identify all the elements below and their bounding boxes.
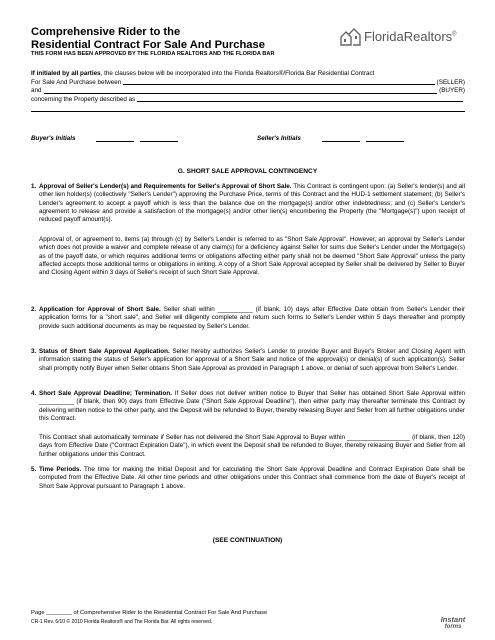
houses-icon bbox=[340, 27, 362, 47]
florida-realtors-logo bbox=[340, 26, 466, 48]
clause-number: 1. bbox=[31, 183, 37, 190]
buyer-line: and (BUYER) bbox=[31, 87, 465, 94]
buyer-initials-field-2[interactable] bbox=[140, 141, 178, 142]
clause-1: 1. Approval of Seller's Lender(s) and Requirements for Seller's Approval of Short Sale. This Contract is contingent upon: (a) Seller's lender(s) and all other lien holder(s) (collectively "Seller's Lender") approving the Purchase Price, terms of this Contract and the HUD-1 settlement statement; (b) Seller's Lender's agreement to accept a payoff which is less than the balance due on the mortgage(s) and/or other indebtedness; and (c) Seller's Lender's agreement to release and provide a satisfaction of the mortgage(s) and/or other lien(s) encumbering the Property (the "Mortgage(s)") upon receipt of reduced payoff amount(s). bbox=[31, 183, 465, 224]
intro-text: If initialed by all parties, the clauses below will be incorporated into the Florida Realtors®/Florida Bar Residential Contract bbox=[31, 70, 375, 77]
seller-initials-label: Seller's Initials bbox=[257, 135, 301, 142]
clause-4-para-2: This Contract shall automatically terminate if Seller has not delivered the Short Sale Approval to Buyer within __________________ (if blank, then 120) days from Effective Date ("Contract Expiration Date"), in which event the Deposit shall be refunded to Buyer, thereby releasing Buyer and Seller from all further obligations under this Contract. bbox=[39, 434, 465, 458]
page-footer: Page ________ of Comprehensive Rider to the Residential Contract For Sale And Purchase bbox=[31, 610, 268, 616]
form-title-line-2: Residential Contract For Sale And Purchase bbox=[31, 38, 265, 51]
copyright-footer: CR-1 Rev. 6/10 © 2010 Florida Realtors® and The Florida Bar. All rights reserved. bbox=[31, 619, 213, 625]
clause-number: 2. bbox=[31, 306, 37, 313]
clause-number: 3. bbox=[31, 348, 37, 355]
seller-initials-field-1[interactable] bbox=[322, 141, 360, 142]
clause-number: 5. bbox=[31, 466, 37, 473]
seller-line: For Sale And Purchase between (SELLER) bbox=[31, 78, 465, 86]
clause-1-para-2: Approval of, or agreement to, items (a) through (c) by Seller's Lender is referred to as "Short Sale Approval". However, an approval by Seller's Lender which does not provide a waiver and complete release of any claim(s) for a deficiency against Seller for sums due Seller's Lender under the Mortgage(s) as of the payoff date, or which requires additional terms or obligations affecting either party shall not be deemed "Short Sale Approval" unless the party affected accepts those additional terms or obligations in writing. A copy of a Short Sale Approval accepted by Seller shall be delivered by Seller to Buyer and Closing Agent within 3 days of Seller's receipt of such Short Sale Approval. bbox=[39, 236, 465, 277]
instant-forms-logo: Instant forms bbox=[440, 615, 466, 630]
seller-initials-field-2[interactable] bbox=[366, 141, 404, 142]
property-blank-line bbox=[31, 111, 465, 112]
see-continuation: (SEE CONTINUATION) bbox=[212, 537, 283, 544]
logo-text: FloridaRealtors® bbox=[364, 29, 457, 44]
buyer-initials-field-1[interactable] bbox=[96, 141, 134, 142]
section-heading: G. SHORT SALE APPROVAL CONTINGENCY bbox=[177, 168, 318, 175]
clause-3: 3. Status of Short Sale Approval Application. Seller hereby authorizes Seller's Lender to provide Buyer and Buyer's Broker and Closing Agent with information stating the status of Seller's application for approval of a Short Sale and notice of the approval(s) or denial(s) of such application(s). Seller shall promptly notify Buyer when Seller obtains Short Sale Approval as provided in Paragraph 1 above, or denial of such approval from Seller's Lender. bbox=[31, 348, 465, 372]
approval-notice: THIS FORM HAS BEEN APPROVED BY THE FLORIDA REALTORS AND THE FLORIDA BAR bbox=[31, 51, 275, 57]
clause-2: 2. Application for Approval of Short Sale. Seller shall within __________ (if blank, 10) days after Effective Date obtain from Seller's Lender their application forms for a "short sale", and Seller will diligently complete and return such forms to Seller's Lender within 5 days thereafter and promptly provide such additional documents as may be requested by Seller's Lender. bbox=[31, 306, 465, 330]
property-line: concerning the Property described as bbox=[31, 96, 465, 104]
clause-number: 4. bbox=[31, 390, 37, 397]
buyer-initials-label: Buyer's Initials bbox=[31, 135, 76, 142]
form-title-line-1: Comprehensive Rider to the bbox=[31, 26, 181, 38]
clause-5: 5. Time Periods. The time for making the Initial Deposit and for calculating the Short Sale Approval Deadline and Contract Expiration Date shall be computed from the Effective Date. All other time periods and other obligations under this Contract shall commence from the date of Buyer's receipt of Short Sale Approval pursuant to Paragraph 1 above. bbox=[31, 466, 465, 490]
clause-4: 4. Short Sale Approval Deadline; Termination. If Seller does not deliver written notice to Buyer that Seller has obtained Short Sale Approval within __________ (if blank, then 90) days from Effective Date ("Short Sale Approval Deadline"), then either party may thereafter terminate this Contract by delivering written notice to the other party, and the Deposit will be refunded to Buyer, thereby releasing Buyer and Seller from all further obligations under this Contract. bbox=[31, 390, 466, 422]
